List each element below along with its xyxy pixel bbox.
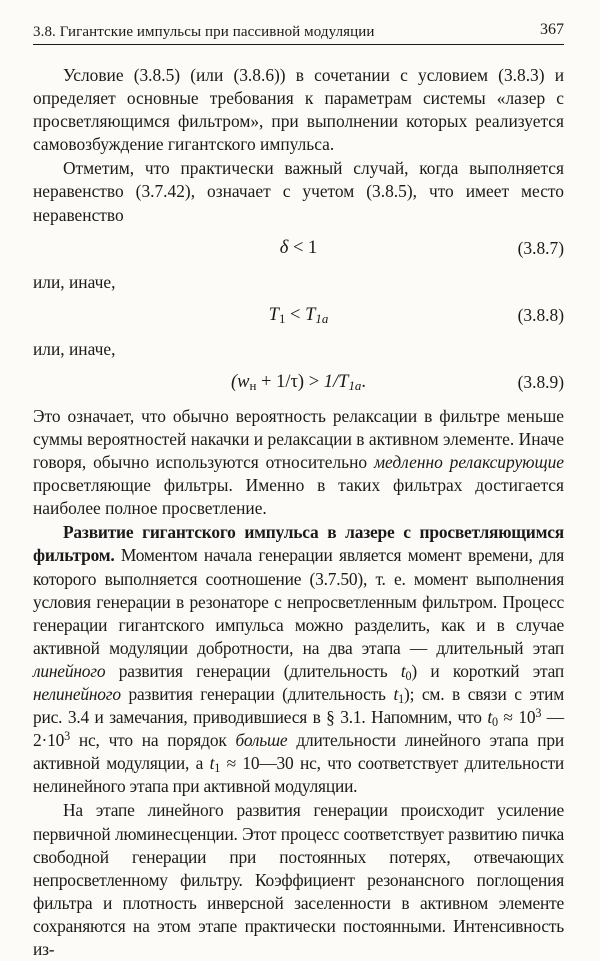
equation-number: (3.8.7) — [517, 237, 564, 258]
paragraph-meaning: Это означает, что обычно вероятность релаксации в фильтре меньше суммы вероятностей накачки и релаксации в активном элементе. Иначе говоря, обычно используются относительно медленно релаксирующие просветляющие фильтры. Именно в таких фильтрах достигается наиболее полное просветление. — [33, 405, 564, 519]
equation-expression: $(w_н + 1/\tau) > 1/T_{1a}$. — [230, 371, 367, 393]
equation-3-8-7 — [33, 233, 564, 267]
header-rule — [33, 44, 564, 45]
page-number: 367 — [540, 21, 564, 38]
equation-3-8-9 — [33, 367, 564, 401]
equation-expression: δ < 1 — [279, 237, 318, 258]
equation-number: (3.8.9) — [517, 371, 564, 392]
equation-number: (3.8.8) — [517, 304, 564, 325]
text-or-otherwise-1: или, иначе, — [33, 271, 116, 292]
page-body — [33, 64, 564, 961]
paragraph-condition: Условие (3.8.5) (или (3.8.6)) в сочетании с условием (3.8.3) и определяет основные требования к параметрам системы «лазер с просветляющимся фильтром», при выполнении которых реализуется самовозбуждение гигантского импульса. — [33, 65, 564, 155]
text-or-otherwise-2: или, иначе, — [33, 338, 116, 359]
running-header — [33, 20, 564, 44]
paragraph-note: Отметим, что практически важный случай, когда выполняется неравенство (3.7.42), означает с учетом (3.8.5), что имеет место неравенство — [33, 158, 564, 225]
paragraph-linear-stage: На этапе линейного развития генерации происходит усиление первичной люминесценции. Этот процесс соответствует развитию пичка свободной генерации при постоянных потерях, отвечающих непросветленному фильтру. Коэффициент резонансного поглощения фильтра и плотность инверсной заселенности в активном элементе сохраняются на этом этапе практически постоянными. Интенсивность из- — [33, 800, 564, 959]
equation-expression: $T_1 < T_{1a}$ — [268, 304, 329, 326]
paragraph-giant-pulse-development: Развитие гигантского импульса в лазере с просветляющимся фильтром. Моментом начала генерации является момент времени, для которого выполняется соотношение (3.7.50), т. е. момент выполнения условия генерации в резонаторе с непросветленным фильтром. Процесс генерации гигантского импульса можно разделить, как и в случае активной модуляции добротности, на два этапа — длительный этап линейного развития генерации (длительность $t_0$) и короткий этап нелинейного развития генерации (длительность $t_1$); см. в связи с этим рис. 3.4 и замечания, приводившиеся в § 3.1. Напомним, что $t_0 \approx 10^3$ — $2\cdot 10^3$ нс, что на порядок больше длительности линейного этапа при активной модуляции, а $t_1$ ≈ 10—30 нс, что соответствует длительности нелинейного этапа при активной модуляции. — [33, 522, 565, 797]
equation-3-8-8 — [33, 300, 564, 334]
section-heading: Развитие гигантского импульса в лазере с просветляющимся фильтром. — [33, 522, 564, 566]
running-title: 3.8. Гигантские импульсы при пассивной модуляции — [33, 24, 375, 40]
